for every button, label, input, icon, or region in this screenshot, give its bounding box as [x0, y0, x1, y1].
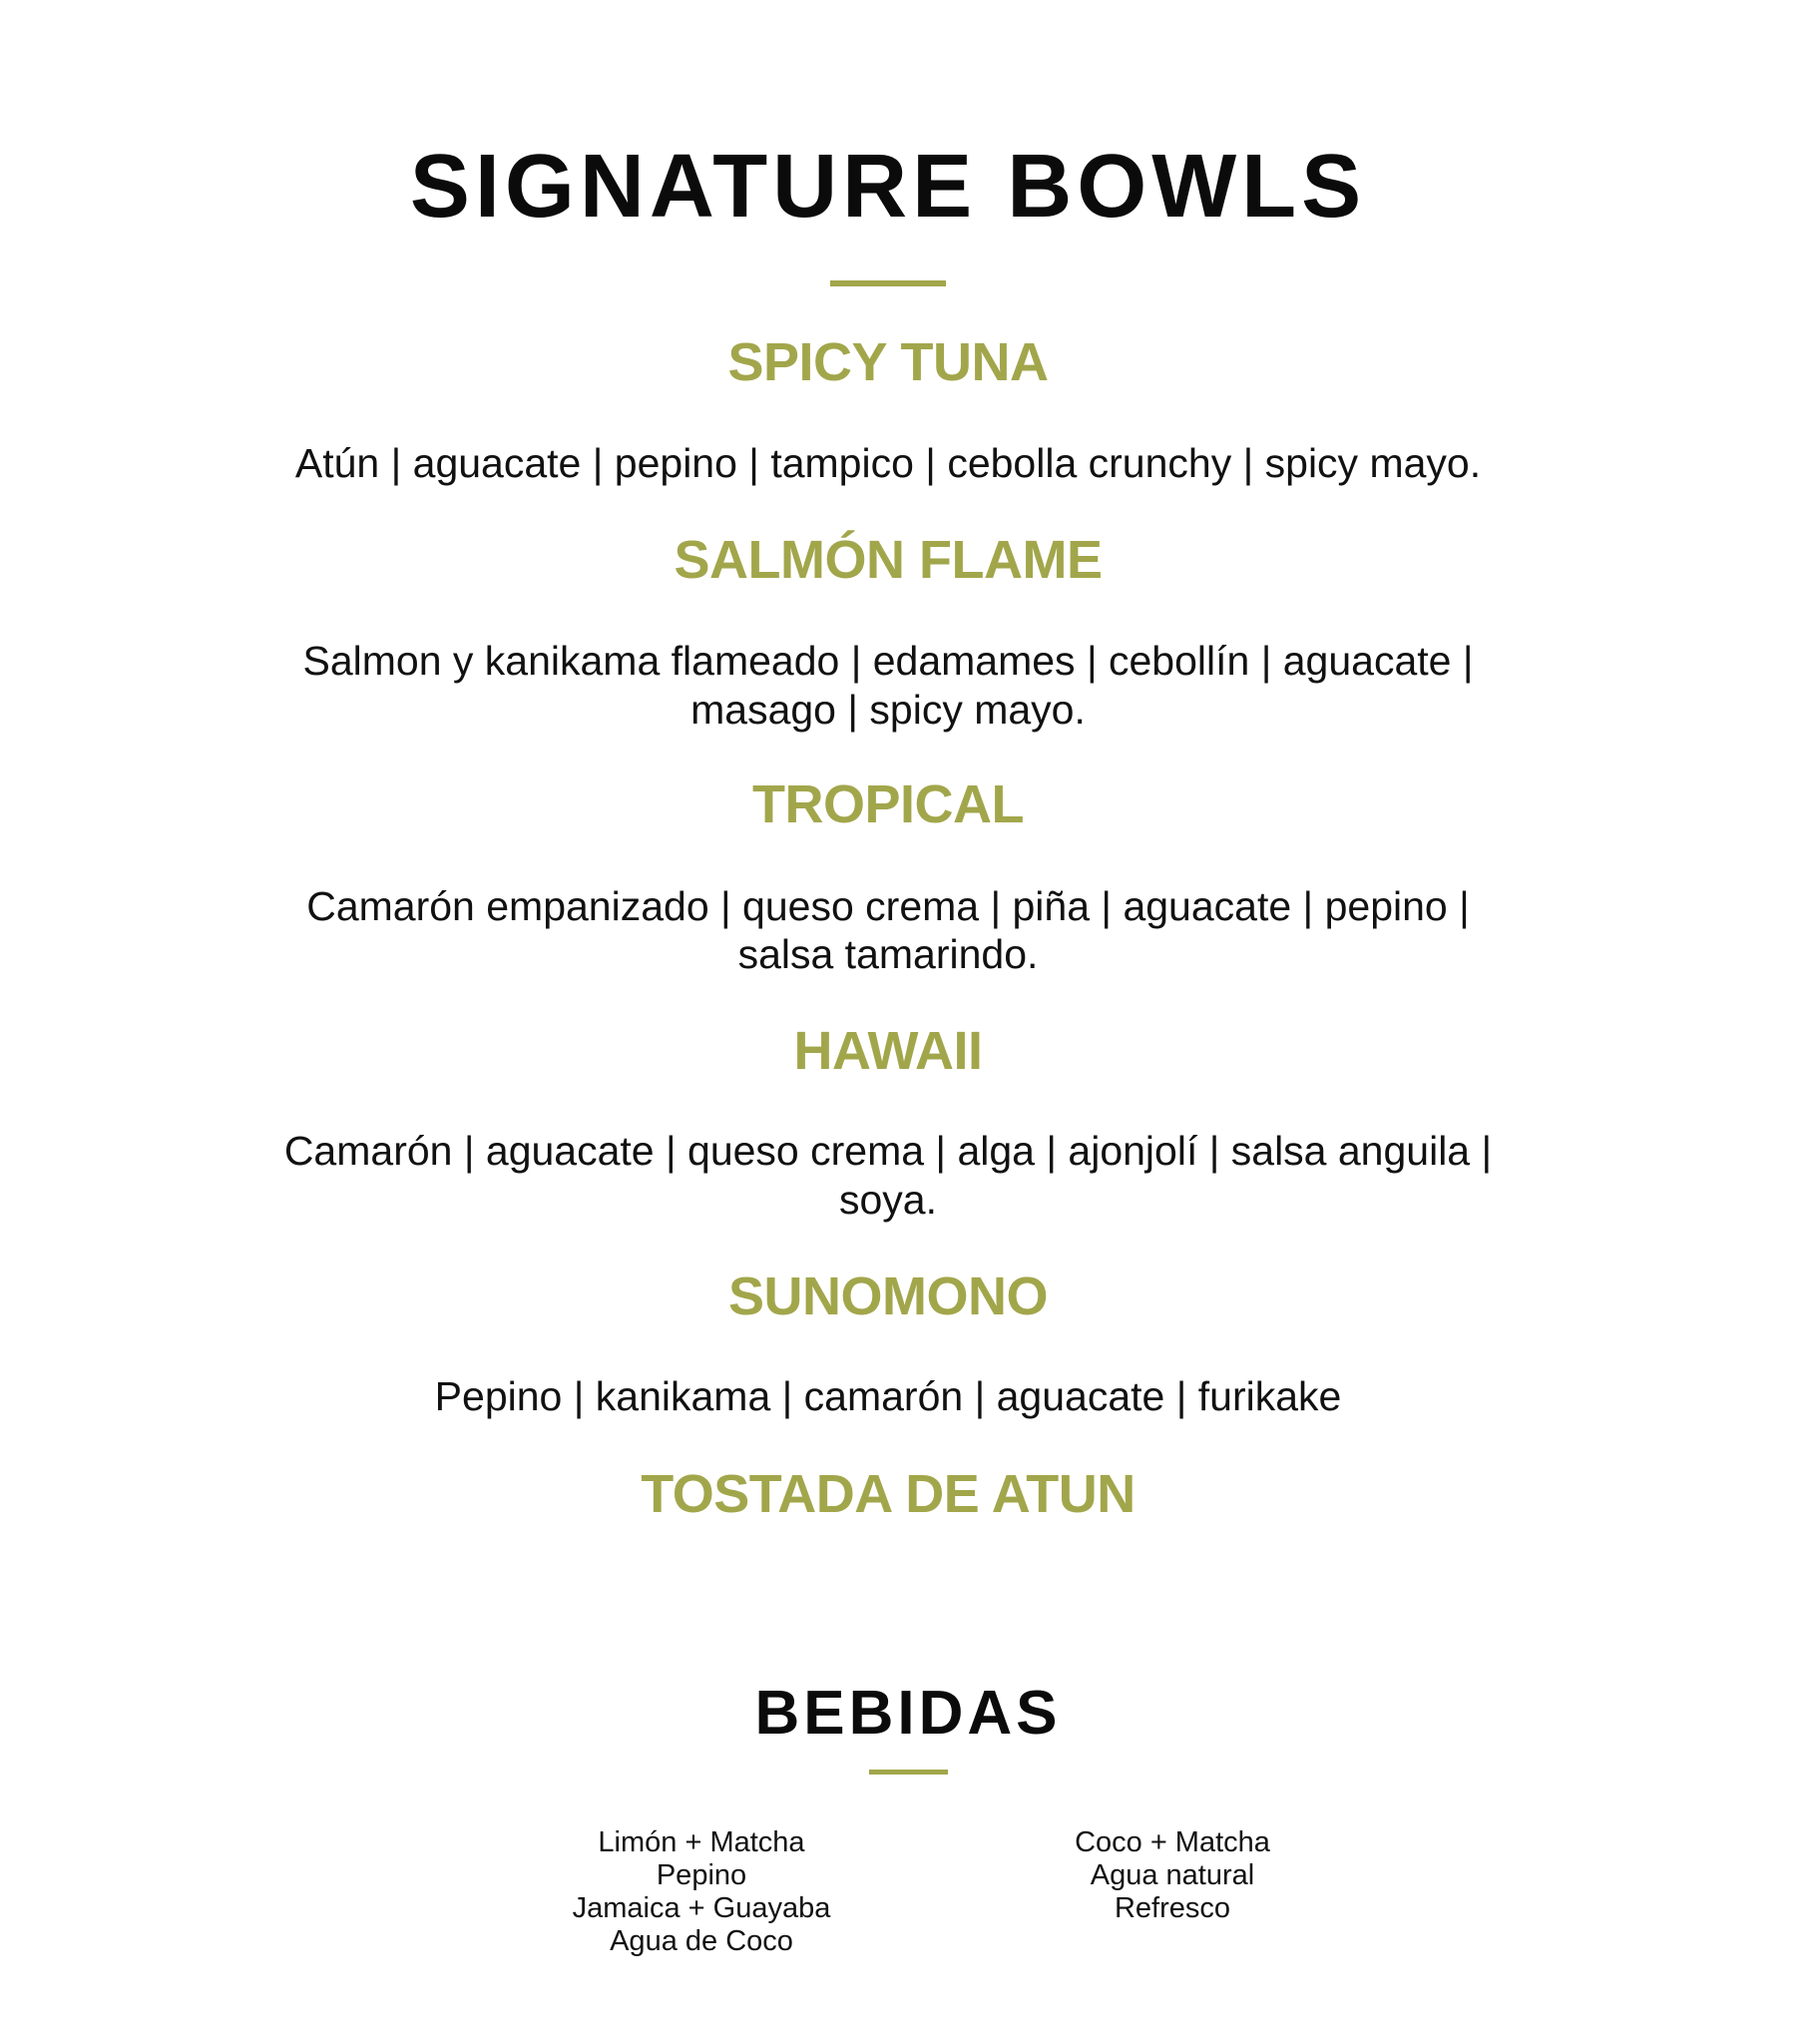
- dish-name: HAWAII: [793, 1021, 983, 1081]
- dish-description: salsa tamarindo.: [737, 931, 1039, 977]
- drinks-left-column: [502, 1826, 901, 1958]
- dish-name: TOSTADA DE ATUN: [641, 1464, 1136, 1524]
- bebidas-title: BEBIDAS: [754, 1679, 1062, 1748]
- dish-name: SUNOMONO: [728, 1267, 1048, 1326]
- drink-item: Agua de Coco: [610, 1925, 793, 1957]
- drink-item: Jamaica + Guayaba: [572, 1892, 831, 1924]
- dish-description: Salmon y kanikama flameado | edamames | cebollín | aguacate |: [302, 638, 1474, 684]
- drink-item: Pepino: [656, 1859, 747, 1891]
- dish-name: TROPICAL: [752, 774, 1024, 834]
- dish-description: soya.: [839, 1177, 937, 1223]
- drink-item: Agua natural: [1090, 1859, 1255, 1891]
- bebidas-divider: [869, 1770, 948, 1775]
- title-divider: [830, 280, 946, 286]
- page-title: SIGNATURE BOWLS: [409, 137, 1367, 237]
- drink-item: Coco + Matcha: [1075, 1826, 1270, 1858]
- dish-description: Camarón | aguacate | queso crema | alga | ajonjolí | salsa anguila |: [283, 1128, 1493, 1174]
- drink-item: Limón + Matcha: [598, 1826, 805, 1858]
- drinks-right-column: [973, 1826, 1372, 1925]
- dish-name: SPICY TUNA: [727, 332, 1049, 392]
- dish-name: SALMÓN FLAME: [674, 530, 1103, 590]
- dish-description: masago | spicy mayo.: [690, 687, 1086, 733]
- drink-item: Refresco: [1114, 1892, 1231, 1924]
- dish-description: Atún | aguacate | pepino | tampico | cebolla crunchy | spicy mayo.: [294, 440, 1482, 486]
- dish-description: Pepino | kanikama | camarón | aguacate | furikake: [434, 1373, 1342, 1419]
- dish-description: Camarón empanizado | queso crema | piña | aguacate | pepino |: [306, 883, 1470, 929]
